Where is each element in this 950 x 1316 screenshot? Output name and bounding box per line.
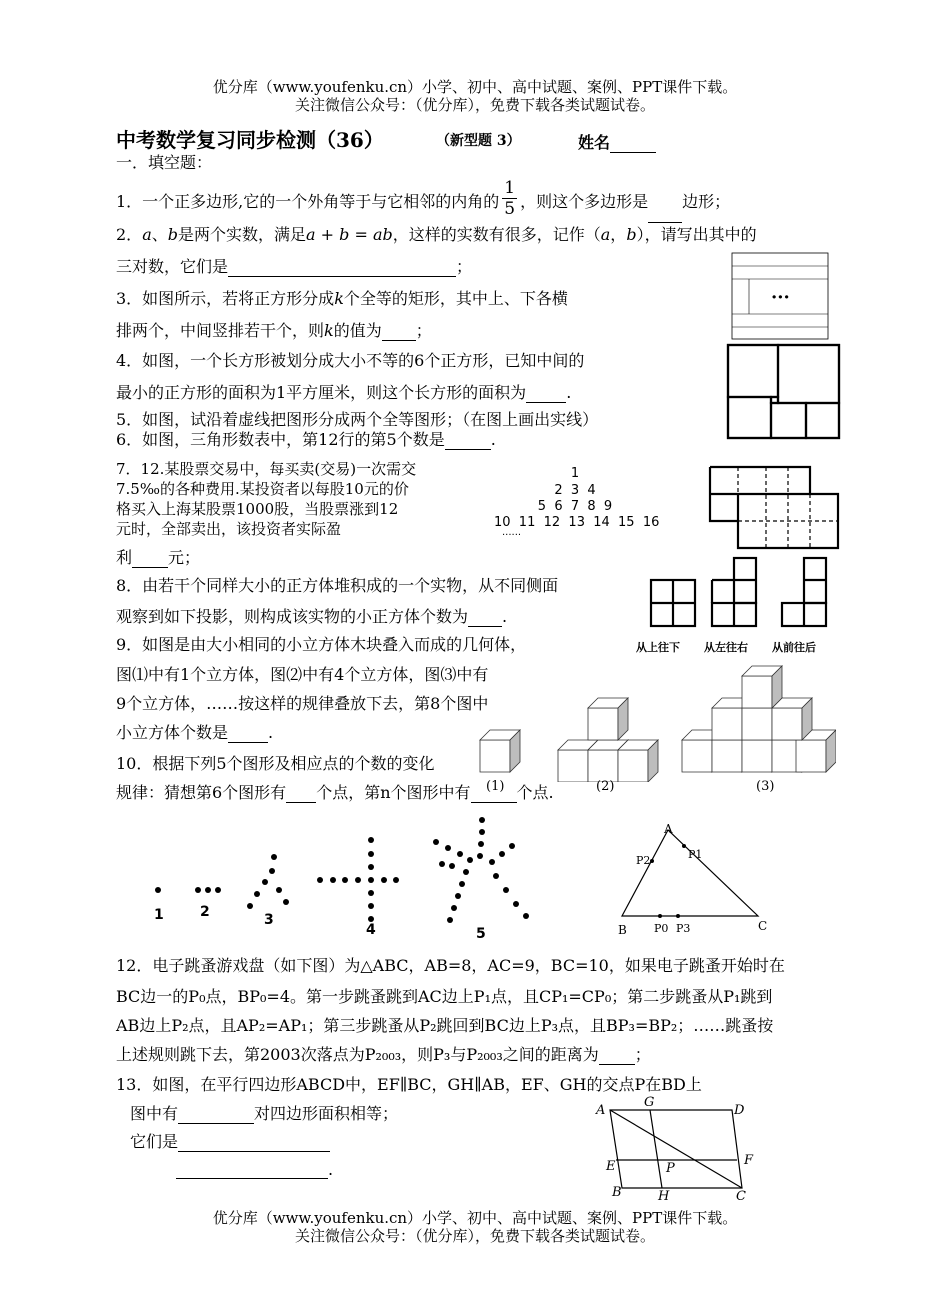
vertex-b-label: B: [618, 923, 627, 937]
point-p3-label: P3: [676, 922, 691, 935]
answer-blank-10b[interactable]: [471, 802, 517, 803]
three-views-figure: [648, 556, 830, 632]
cube: [480, 730, 520, 772]
footer-line-2: 关注微信公众号：（优分库），免费下载各类试题试卷。: [294, 1227, 655, 1245]
answer-blank-12[interactable]: [599, 1064, 635, 1065]
header-line-1: 优分库（www.youfenku.cn）小学、初中、高中试题、案例、PPT课件下载。: [212, 78, 738, 96]
number-triangle-row-4: 10 11 12 13 14 15 16: [494, 515, 660, 530]
question-8: 8．由若干个同样大小的正方体堆积成的一个实物，从不同侧面: [116, 576, 559, 595]
answer-blank-2[interactable]: [228, 276, 456, 277]
page-subtitle: （新型题 3）: [436, 133, 521, 149]
cube-label-3: (3): [756, 779, 775, 794]
label-f: F: [744, 1153, 754, 1168]
square-rectangles-figure: [731, 252, 831, 342]
label-b: B: [612, 1185, 622, 1200]
cube-label-1: (1): [486, 779, 505, 794]
question-13: 13．如图，在平行四边形ABCD中，EF∥BC，GH∥AB，EF、GH的交点P在BD上: [116, 1075, 702, 1094]
label-g: G: [644, 1095, 655, 1110]
answer-blank-8[interactable]: [468, 626, 502, 627]
page-title: 中考数学复习同步检测（36）: [116, 128, 384, 152]
section-title: 一．填空题：: [116, 153, 213, 172]
dot-patterns-figure: [140, 810, 550, 950]
label-p: P: [666, 1161, 675, 1176]
question-7-line-4: 元时，全部卖出，该投资者实际盈: [116, 520, 342, 538]
question-13-line-2: 图中有 对四边形面积相等；: [130, 1104, 399, 1123]
triangle-abc-figure: [612, 820, 782, 940]
name-blank[interactable]: [610, 152, 656, 153]
number-triangle-row-1: 1: [570, 466, 580, 481]
dashed-division-figure: [708, 462, 840, 552]
dot-label-3: 3: [264, 912, 274, 928]
point-p0-label: P0: [654, 922, 669, 935]
question-1: 1．一个正多边形,它的一个外角等于与它相邻的内角的 $\frac{1}{5}$ ，则这个多边形是 边形；: [116, 182, 730, 223]
question-4: 4．如图，一个长方形被划分成大小不等的6个正方形，已知中间的: [116, 351, 585, 370]
ellipsis-text: ···: [771, 287, 790, 308]
question-8-line-2: 观察到如下投影，则构成该实物的小正方体个数为 .: [116, 607, 508, 626]
question-13-line-4: .: [130, 1160, 333, 1179]
dot-label-1: 1: [154, 907, 164, 923]
dot-label-2: 2: [200, 904, 210, 920]
question-12-line-2: BC边一的P₀点，BP₀=4。第一步跳蚤跳到AC边上P₁点，且CP₁=CP₀；第二步跳蚤从P₁跳到: [116, 987, 773, 1006]
question-10-line-2: 规律：猜想第6个图形有 个点，第n个图形中有 个点.: [116, 783, 554, 802]
answer-blank-3[interactable]: [382, 340, 416, 341]
point-p1-label: P1: [688, 848, 703, 861]
question-2-line-2: 三对数，它们是 ；: [116, 257, 473, 276]
question-5: 5．如图，试沿着虚线把图形分成两个全等图形；（在图上画出实线）: [116, 410, 599, 429]
question-10: 10．根据下列5个图形及相应点的个数的变化: [116, 754, 435, 773]
question-7-line-3: 格买入上海某股票1000股，当股票涨到12: [116, 500, 399, 518]
answer-blank-9[interactable]: [228, 742, 268, 743]
footer-line-1: 优分库（www.youfenku.cn）小学、初中、高中试题、案例、PPT课件下载。: [212, 1209, 738, 1227]
question-7-line-5: 利 元；: [116, 548, 201, 567]
question-3-line-2: 排两个，中间竖排若干个，则k的值为 ；: [116, 321, 432, 340]
view-label-left: 从左往右: [704, 641, 748, 654]
question-9-line-2: 图⑴中有1个立方体，图⑵中有4个立方体，图⑶中有: [116, 665, 489, 684]
question-4-line-2: 最小的正方形的面积为1平方厘米，则这个长方形的面积为 .: [116, 383, 572, 402]
question-7-line-1: 7．12.某股票交易中，每买卖(交易)一次需交: [116, 460, 417, 478]
question-3: 3．如图所示，若将正方形分成k个全等的矩形，其中上、下各横: [116, 289, 568, 308]
six-squares-figure: [726, 343, 842, 441]
view-label-front: 从前往后: [772, 641, 816, 654]
label-a: A: [596, 1103, 606, 1118]
question-6: 6．如图，三角形数表中，第12行的第5个数是 .: [116, 430, 496, 449]
question-7-line-2: 7.5‰的各种费用.某投资者以每股10元的价: [116, 480, 409, 498]
label-c: C: [736, 1189, 746, 1204]
answer-blank-6[interactable]: [445, 449, 491, 450]
point-p2-label: P2: [636, 854, 651, 867]
dot-label-4: 4: [366, 922, 376, 938]
cube-label-2: (2): [596, 779, 615, 794]
answer-blank-7[interactable]: [132, 567, 168, 568]
cube-stacks-figure: [476, 662, 836, 782]
label-e: E: [606, 1159, 616, 1174]
vertex-a-label: A: [664, 822, 673, 836]
dot-label-5: 5: [476, 926, 486, 942]
answer-blank-4[interactable]: [526, 402, 566, 403]
answer-blank-13b[interactable]: [178, 1151, 330, 1152]
name-label: 姓名: [578, 130, 656, 153]
question-2: 2．a、b是两个实数，满足a + b = ab，这样的实数有很多，记作（a，b），请写出其中的: [116, 225, 757, 244]
header-line-2: 关注微信公众号：（优分库），免费下载各类试题试卷。: [294, 96, 655, 114]
question-9-line-3: 9个立方体，……按这样的规律叠放下去，第8个图中: [116, 694, 489, 713]
answer-blank-13a[interactable]: [178, 1123, 254, 1124]
answer-blank-10a[interactable]: [286, 802, 316, 803]
parallelogram-figure: [592, 1092, 762, 1204]
view-label-top: 从上往下: [636, 641, 680, 654]
number-triangle-row-5: ······: [502, 530, 522, 541]
label-d: D: [734, 1103, 745, 1118]
question-9-line-4: 小立方体个数是 .: [116, 723, 274, 742]
question-13-line-3: 它们是: [130, 1129, 330, 1152]
answer-blank-13c[interactable]: [176, 1178, 328, 1179]
fraction: $\frac{1}{5}$: [504, 178, 516, 219]
vertex-c-label: C: [758, 919, 768, 933]
number-triangle-row-3: 5 6 7 8 9: [537, 499, 613, 514]
number-triangle-row-2: 2 3 4: [554, 483, 596, 498]
question-9: 9．如图是由大小相同的小立方体木块叠入而成的几何体，: [116, 635, 527, 654]
label-h: H: [658, 1189, 670, 1204]
question-12-line-3: AB边上P₂点，且AP₂=AP₁；第三步跳蚤从P₂跳回到BC边上P₃点，且BP₃=BP₂；……跳蚤按: [116, 1016, 774, 1035]
question-12-line-4: 上述规则跳下去，第2003次落点为P₂₀₀₃，则P₃与P₂₀₀₃之间的距离为 ；: [116, 1045, 651, 1064]
question-12: 12．电子跳蚤游戏盘（如下图）为△ABC，AB=8，AC=9，BC=10，如果电子跳蚤开始时在: [116, 956, 785, 975]
